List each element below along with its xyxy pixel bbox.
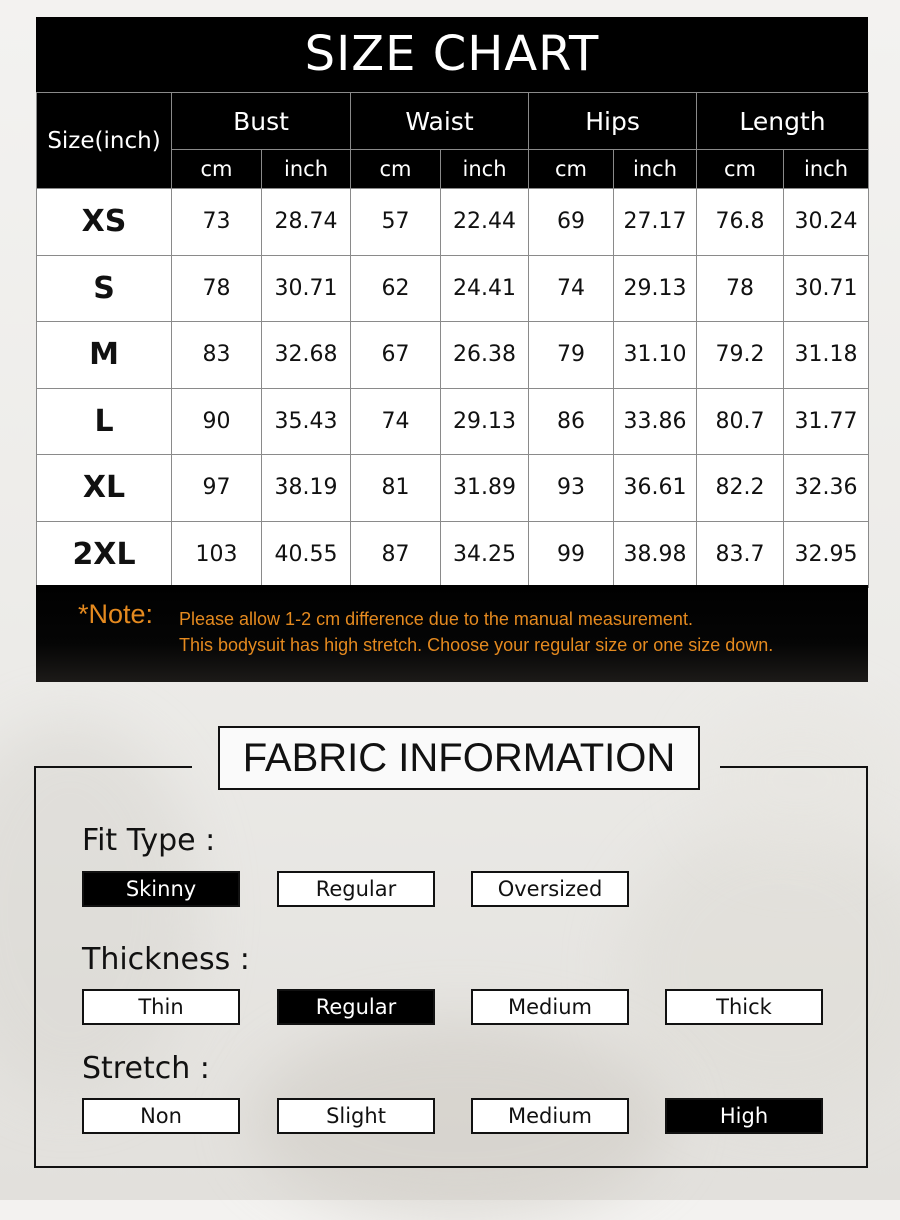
table-cell: 31.10: [614, 322, 697, 389]
table-cell: 27.17: [614, 189, 697, 256]
hips-header: Hips: [529, 93, 697, 150]
table-cell: 31.77: [784, 388, 869, 455]
table-cell: 24.41: [441, 255, 529, 322]
note-line: Please allow 1-2 cm difference due to the manual measurement.: [179, 609, 693, 629]
table-cell: 32.68: [262, 322, 351, 389]
size-column-header: Size(inch): [37, 93, 172, 189]
table-cell: 62: [351, 255, 441, 322]
table-cell: 26.38: [441, 322, 529, 389]
table-cell: 78: [172, 255, 262, 322]
table-cell: 93: [529, 455, 614, 522]
stretch-label: Stretch :: [82, 1051, 210, 1086]
note-banner: [36, 585, 868, 682]
table-row: [37, 521, 869, 588]
table-cell: 83: [172, 322, 262, 389]
fit-option-skinny: Skinny: [82, 871, 240, 907]
table-row: [37, 322, 869, 389]
table-cell: 90: [172, 388, 262, 455]
table-cell: 73: [172, 189, 262, 256]
size-table: [36, 92, 869, 588]
table-cell: 38.19: [262, 455, 351, 522]
unit-header: cm: [529, 150, 614, 189]
table-cell: 35.43: [262, 388, 351, 455]
table-cell: 36.61: [614, 455, 697, 522]
table-cell: 32.95: [784, 521, 869, 588]
size-label: 2XL: [37, 521, 172, 588]
stretch-option-medium: Medium: [471, 1098, 629, 1134]
table-row: [37, 455, 869, 522]
fabric-info-title: FABRIC INFORMATION: [218, 726, 700, 790]
thickness-option-medium: Medium: [471, 989, 629, 1025]
fit-option-oversized: Oversized: [471, 871, 629, 907]
fit-type-label: Fit Type :: [82, 823, 216, 858]
size-chart-title: SIZE CHART: [304, 26, 600, 82]
table-cell: 74: [351, 388, 441, 455]
table-cell: 28.74: [262, 189, 351, 256]
table-cell: 69: [529, 189, 614, 256]
fit-option-regular: Regular: [277, 871, 435, 907]
table-row: [37, 388, 869, 455]
table-cell: 79.2: [697, 322, 784, 389]
unit-header: inch: [441, 150, 529, 189]
frame-top-line: [720, 766, 868, 768]
table-cell: 29.13: [614, 255, 697, 322]
table-cell: 81: [351, 455, 441, 522]
table-cell: 30.24: [784, 189, 869, 256]
table-cell: 33.86: [614, 388, 697, 455]
table-cell: 22.44: [441, 189, 529, 256]
table-cell: 74: [529, 255, 614, 322]
bust-header: Bust: [172, 93, 351, 150]
table-cell: 87: [351, 521, 441, 588]
table-row: [37, 189, 869, 256]
table-cell: 30.71: [784, 255, 869, 322]
note-label: *Note:: [78, 599, 154, 629]
unit-header: cm: [351, 150, 441, 189]
table-cell: 40.55: [262, 521, 351, 588]
frame-top-line: [34, 766, 192, 768]
waist-header: Waist: [351, 93, 529, 150]
table-cell: 38.98: [614, 521, 697, 588]
table-cell: 80.7: [697, 388, 784, 455]
table-cell: 31.18: [784, 322, 869, 389]
unit-header: cm: [697, 150, 784, 189]
table-cell: 30.71: [262, 255, 351, 322]
table-cell: 99: [529, 521, 614, 588]
table-cell: 86: [529, 388, 614, 455]
table-cell: 79: [529, 322, 614, 389]
size-label: M: [37, 322, 172, 389]
thickness-option-thick: Thick: [665, 989, 823, 1025]
note-line: This bodysuit has high stretch. Choose your regular size or one size down.: [179, 635, 774, 655]
table-cell: 67: [351, 322, 441, 389]
stretch-option-high: High: [665, 1098, 823, 1134]
table-cell: 57: [351, 189, 441, 256]
unit-header: cm: [172, 150, 262, 189]
table-cell: 31.89: [441, 455, 529, 522]
size-label: XS: [37, 189, 172, 256]
size-chart: [36, 17, 868, 682]
table-cell: 76.8: [697, 189, 784, 256]
size-label: XL: [37, 455, 172, 522]
table-cell: 29.13: [441, 388, 529, 455]
size-label: L: [37, 388, 172, 455]
size-label: S: [37, 255, 172, 322]
table-cell: 32.36: [784, 455, 869, 522]
thickness-option-thin: Thin: [82, 989, 240, 1025]
table-cell: 83.7: [697, 521, 784, 588]
table-cell: 78: [697, 255, 784, 322]
table-cell: 97: [172, 455, 262, 522]
unit-header: inch: [614, 150, 697, 189]
thickness-option-regular: Regular: [277, 989, 435, 1025]
table-cell: 103: [172, 521, 262, 588]
thickness-label: Thickness :: [82, 942, 250, 977]
unit-header: inch: [262, 150, 351, 189]
length-header: Length: [697, 93, 869, 150]
stretch-option-slight: Slight: [277, 1098, 435, 1134]
table-row: [37, 255, 869, 322]
stretch-option-non: Non: [82, 1098, 240, 1134]
table-cell: 34.25: [441, 521, 529, 588]
unit-header: inch: [784, 150, 869, 189]
table-cell: 82.2: [697, 455, 784, 522]
